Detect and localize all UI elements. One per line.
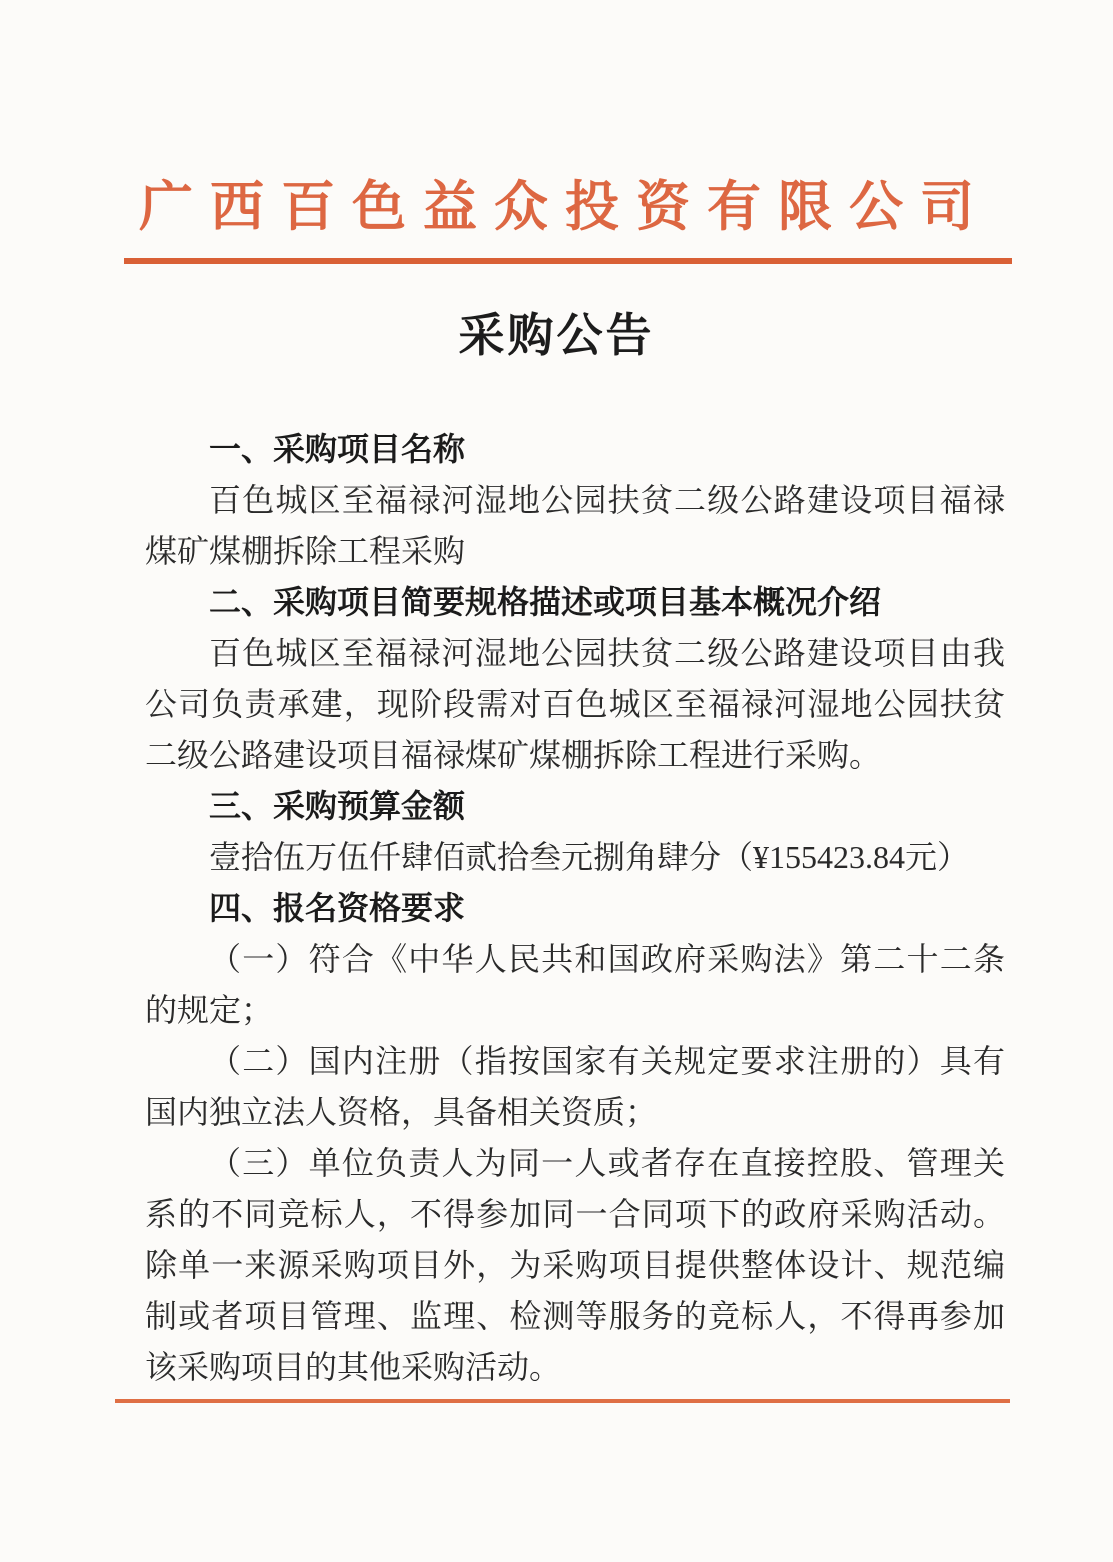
qualification-item-3: （三）单位负责人为同一人或者存在直接控股、管理关系的不同竞标人，不得参加同一合同项下的政府采购活动。除单一来源采购项目外，为采购项目提供整体设计、规范编制或者项目管理、监理、检测等服务的竞标人，不得再参加该采购项目的其他采购活动。 (145, 1145, 1005, 1385)
section-heading: 二、采购项目简要规格描述或项目基本概况介绍 (209, 584, 882, 620)
footer-rule (115, 1399, 1010, 1403)
qualification-item-2: （二）国内注册（指按国家有关规定要求注册的）具有国内独立法人资格，具备相关资质； (145, 1043, 1005, 1130)
document-title: 采购公告 (458, 310, 655, 361)
qualification-item-1: （一）符合《中华人民共和国政府采购法》第二十二条的规定； (145, 941, 1005, 1028)
section-heading: 一、采购项目名称 (209, 431, 466, 467)
section-paragraph: 百色城区至福禄河湿地公园扶贫二级公路建设项目福禄煤矿煤棚拆除工程采购 (145, 482, 1005, 569)
company-name: 广西百色益众投资有限公司 (139, 177, 991, 237)
section-project-name (145, 424, 1005, 577)
section-heading: 三、采购预算金额 (209, 788, 466, 824)
section-qualification (145, 883, 1005, 1393)
section-paragraph: 百色城区至福禄河湿地公园扶贫二级公路建设项目由我公司负责承建，现阶段需对百色城区至福禄河湿地公园扶贫二级公路建设项目福禄煤矿煤棚拆除工程进行采购。 (145, 635, 1005, 773)
letterhead-rule (124, 258, 1012, 264)
section-project-overview (145, 577, 1005, 781)
letterhead (0, 0, 1113, 264)
section-budget (145, 781, 1005, 883)
section-heading: 四、报名资格要求 (209, 890, 466, 926)
budget-amount: 壹拾伍万伍仟肆佰贰拾叁元捌角肆分（¥155423.84元） (209, 839, 970, 875)
document-body (145, 424, 1005, 1393)
